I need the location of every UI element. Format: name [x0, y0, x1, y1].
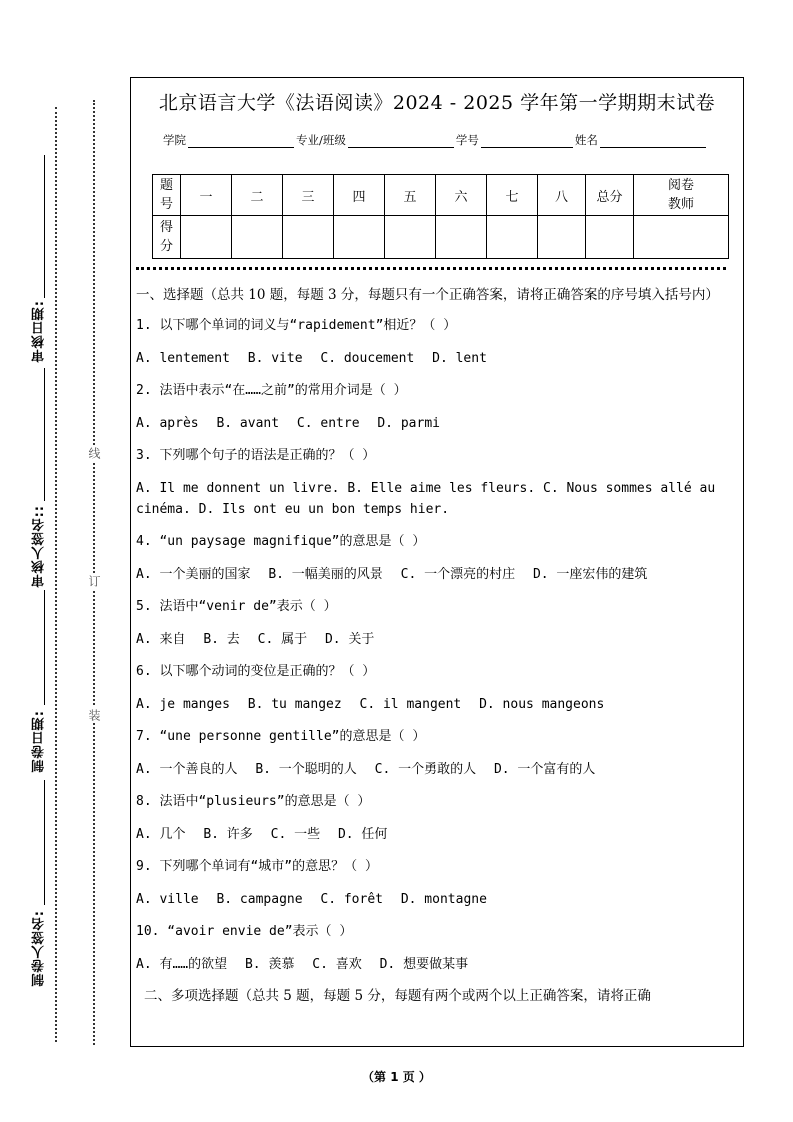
option-a: A. après: [136, 415, 199, 431]
score-row-header: [153, 216, 181, 259]
option-b: B. tu mangez: [247, 696, 342, 712]
binding-mark-xian: 线: [87, 447, 101, 459]
option-d: D. 任何: [337, 826, 388, 842]
question-10: 10. “avoir envie de”表示（ ）: [136, 924, 353, 939]
score-cell[interactable]: [538, 216, 586, 259]
header-char: 号: [159, 197, 173, 212]
option-c: C. il mangent: [359, 696, 462, 712]
score-cell[interactable]: [283, 216, 334, 259]
col-header: 七: [487, 175, 538, 216]
score-cell[interactable]: [181, 216, 232, 259]
question-4-options: [136, 564, 741, 585]
question-8-options: [136, 824, 741, 845]
option-d: D. 一个富有的人: [493, 761, 596, 777]
option-d: D. 一座宏伟的建筑: [532, 566, 648, 582]
total-score-cell[interactable]: [586, 216, 634, 259]
col-header: 四: [334, 175, 385, 216]
student-info-row: [163, 132, 708, 148]
option-c: C. doucement: [320, 350, 415, 366]
option-d: D. parmi: [377, 415, 440, 431]
student-id-label: 学号: [455, 133, 479, 147]
question-3-options: A. Il me donnent un livre. B. Elle aime les fleurs. C. Nous sommes allé au cinéma. D. Ils ont eu un bon temps hier.: [136, 480, 716, 517]
option-b: B. 羡慕: [244, 956, 295, 972]
question-8: 8. 法语中“plusieurs”的意思是（ ）: [136, 794, 371, 809]
prep-date-label: 制卷日期:: [32, 710, 47, 773]
question-9: 9. 下列哪个单词有“城市”的意思？（ ）: [136, 859, 378, 874]
option-a: A. 一个美丽的国家: [136, 566, 251, 582]
question-2-options: [136, 413, 741, 434]
name-label: 姓名: [574, 133, 598, 147]
option-c: C. entre: [296, 415, 360, 431]
option-d: D. nous mangeons: [479, 696, 605, 712]
preparer-signature-label: 制卷人签名:: [32, 910, 47, 987]
header-char: 题: [159, 178, 173, 193]
option-b: B. avant: [216, 415, 280, 431]
question-5: 5. 法语中“venir de”表示（ ）: [136, 599, 337, 614]
option-a: A. 一个善良的人: [136, 761, 238, 777]
question-6-options: [136, 694, 741, 715]
question-6: 6. 以下哪个动词的变位是正确的？（ ）: [136, 664, 376, 679]
question-7-options: [136, 759, 741, 780]
header-char: 分: [159, 239, 173, 254]
option-c: C. 属于: [257, 631, 308, 647]
grader-cell[interactable]: [634, 216, 729, 259]
option-b: B. 一个聪明的人: [255, 761, 357, 777]
score-cell[interactable]: [334, 216, 385, 259]
option-c: C. 一些: [270, 826, 321, 842]
binding-mark-zhuang: 装: [87, 709, 101, 721]
option-d: D. 想要做某事: [379, 956, 469, 972]
score-cell[interactable]: [436, 216, 487, 259]
col-header: 一: [181, 175, 232, 216]
option-a: A. 来自: [136, 631, 186, 647]
binding-mark-ding: 订: [87, 575, 101, 587]
review-date-label: 审核日期:: [32, 300, 47, 363]
option-a: A. 几个: [136, 826, 186, 842]
col-header: 三: [283, 175, 334, 216]
college-label: 学院: [163, 133, 186, 147]
binding-dotted-line-inner: [55, 107, 57, 1042]
col-header: 八: [538, 175, 586, 216]
option-d: D. 关于: [324, 631, 375, 647]
score-table-score-row: [153, 216, 729, 259]
score-cell[interactable]: [385, 216, 436, 259]
section1-heading: 一、选择题（总共 10 题，每题 3 分，每题只有一个正确答案，请将正确答案的序号填入括号内）: [136, 287, 719, 303]
option-b: B. 去: [203, 631, 240, 647]
signature-line-review-date: [44, 155, 45, 298]
grader-header-line: 教师: [667, 197, 694, 212]
option-a: A. lentement: [136, 350, 230, 366]
question-5-options: [136, 629, 741, 650]
header-char: 得: [159, 220, 173, 235]
question-number-header: [153, 175, 181, 216]
grader-header-line: 阅卷: [667, 178, 694, 193]
signature-line-preparer: [44, 780, 45, 905]
exam-page-frame: [130, 77, 744, 1047]
question-3: 3. 下列哪个句子的语法是正确的？（ ）: [136, 448, 376, 463]
section2-heading: 二、多项选择题（总共 5 题，每题 5 分，每题有两个或两个以上正确答案，请将正确: [144, 988, 651, 1004]
col-header: 二: [232, 175, 283, 216]
score-cell[interactable]: [487, 216, 538, 259]
college-field[interactable]: [188, 135, 294, 148]
option-b: B. 许多: [203, 826, 253, 842]
col-header: 五: [385, 175, 436, 216]
signature-line-reviewer: [44, 368, 45, 501]
question-1-options: [136, 348, 741, 369]
option-a: A. 有……的欲望: [136, 956, 228, 972]
name-field[interactable]: [600, 135, 706, 148]
question-9-options: [136, 889, 741, 910]
option-c: C. 喜欢: [312, 956, 362, 972]
col-header: 六: [436, 175, 487, 216]
student-id-field[interactable]: [481, 135, 573, 148]
page-number: （第 1 页 ）: [362, 1070, 431, 1084]
dotted-separator: [136, 267, 726, 270]
exam-title: 北京语言大学《法语阅读》2024 - 2025 学年第一学期期末试卷: [158, 92, 716, 114]
signature-line-prep-date: [44, 590, 45, 705]
option-a: A. je manges: [136, 696, 230, 712]
option-c: C. 一个漂亮的村庄: [400, 566, 516, 582]
reviewer-signature-label: 审核人签名::: [32, 505, 47, 588]
option-c: C. forêt: [320, 891, 383, 907]
option-a: A. ville: [136, 891, 199, 907]
option-b: B. vite: [247, 350, 303, 366]
question-10-options: [136, 954, 741, 975]
grader-header: [634, 175, 729, 216]
exam-content: [136, 284, 741, 1004]
option-b: B. campagne: [216, 891, 303, 907]
option-d: D. montagne: [400, 891, 487, 907]
question-2: 2. 法语中表示“在……之前”的常用介词是（ ）: [136, 383, 407, 398]
major-class-label: 专业/班级: [296, 133, 346, 147]
option-d: D. lent: [432, 350, 487, 366]
option-b: B. 一幅美丽的风景: [268, 566, 383, 582]
score-table: [152, 174, 729, 259]
score-table-header-row: [153, 175, 729, 216]
question-7: 7. “une personne gentille”的意思是（ ）: [136, 729, 426, 744]
question-4: 4. “un paysage magnifique”的意思是（ ）: [136, 534, 426, 549]
score-cell[interactable]: [232, 216, 283, 259]
option-c: C. 一个勇敢的人: [374, 761, 477, 777]
major-class-field[interactable]: [348, 135, 454, 148]
question-1: 1. 以下哪个单词的词义与“rapidement”相近？（ ）: [136, 318, 457, 333]
col-header-total: 总分: [586, 175, 634, 216]
